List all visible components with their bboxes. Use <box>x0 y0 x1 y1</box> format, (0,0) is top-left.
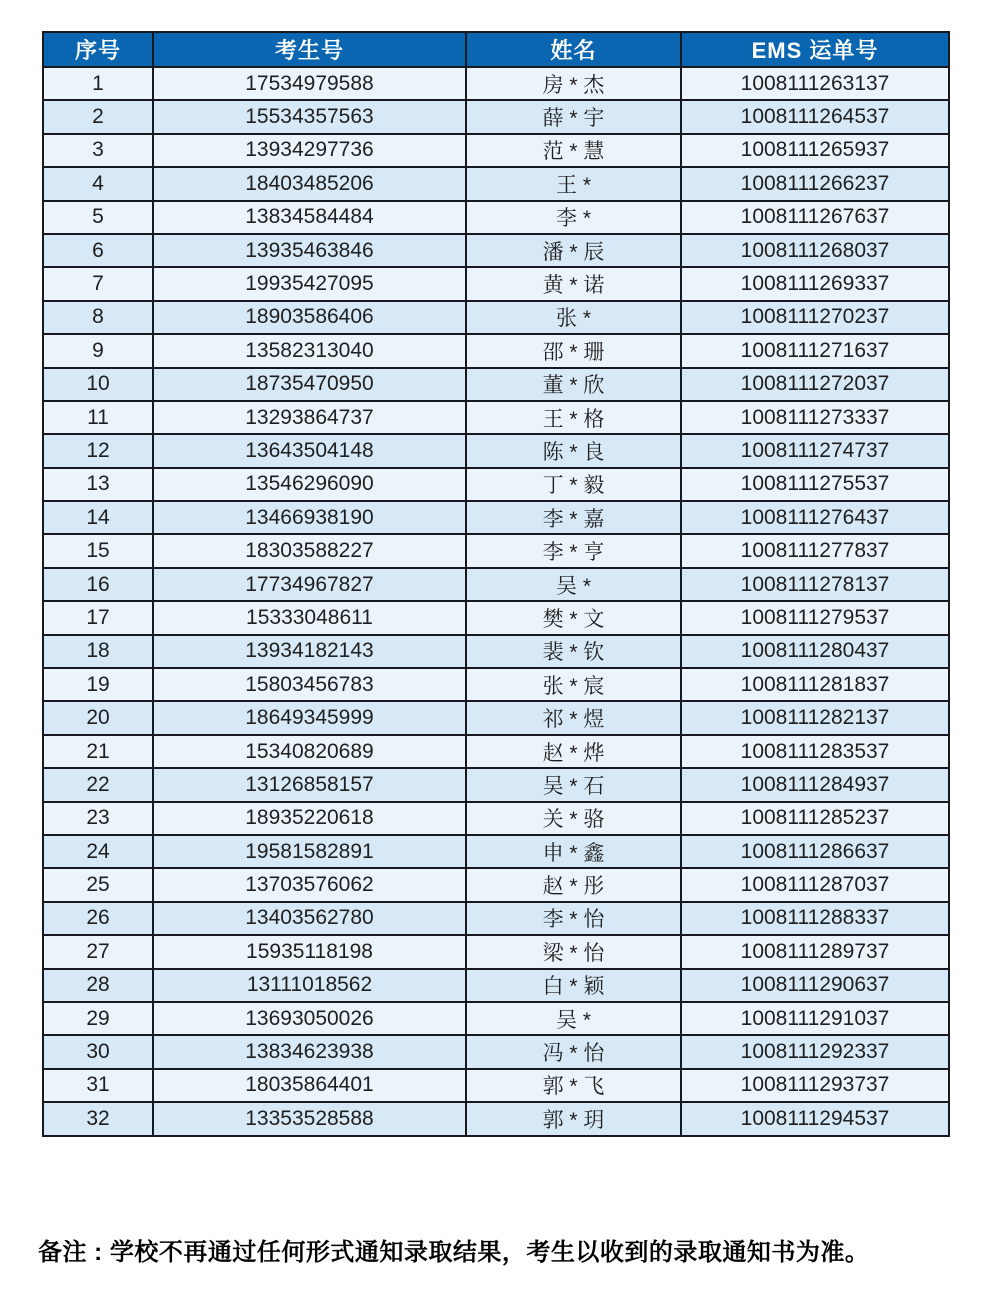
ems-number-cell: 1008111284937 <box>681 768 949 801</box>
serial-cell: 13 <box>43 468 153 501</box>
serial-cell: 31 <box>43 1069 153 1102</box>
table-row <box>43 802 949 835</box>
candidate-number-cell: 13403562780 <box>153 902 466 935</box>
serial-cell: 11 <box>43 401 153 434</box>
serial-cell: 14 <box>43 501 153 534</box>
table-row <box>43 301 949 334</box>
serial-cell: 29 <box>43 1002 153 1035</box>
header-ems-waybill-number: EMS 运单号 <box>681 32 949 67</box>
ems-number-cell: 1008111273337 <box>681 401 949 434</box>
serial-cell: 25 <box>43 868 153 901</box>
candidate-number-cell: 18903586406 <box>153 301 466 334</box>
serial-cell: 22 <box>43 768 153 801</box>
name-cell: 关 * 骆 <box>466 802 681 835</box>
ems-number-cell: 1008111279537 <box>681 601 949 634</box>
ems-tracking-table <box>42 31 950 1137</box>
candidate-number-cell: 13703576062 <box>153 868 466 901</box>
serial-cell: 16 <box>43 568 153 601</box>
serial-cell: 10 <box>43 368 153 401</box>
table-row <box>43 668 949 701</box>
ems-number-cell: 1008111294537 <box>681 1102 949 1135</box>
name-cell: 裴 * 钦 <box>466 635 681 668</box>
serial-cell: 32 <box>43 1102 153 1135</box>
table-row <box>43 468 949 501</box>
ems-number-cell: 1008111271637 <box>681 334 949 367</box>
ems-number-cell: 1008111272037 <box>681 368 949 401</box>
serial-cell: 30 <box>43 1035 153 1068</box>
ems-number-cell: 1008111283537 <box>681 735 949 768</box>
ems-number-cell: 1008111280437 <box>681 635 949 668</box>
table-row <box>43 201 949 234</box>
ems-number-cell: 1008111274737 <box>681 434 949 467</box>
table-row <box>43 902 949 935</box>
serial-cell: 24 <box>43 835 153 868</box>
name-cell: 吴 * <box>466 568 681 601</box>
serial-cell: 12 <box>43 434 153 467</box>
serial-cell: 8 <box>43 301 153 334</box>
name-cell: 薛 * 宇 <box>466 100 681 133</box>
name-cell: 樊 * 文 <box>466 601 681 634</box>
name-cell: 邵 * 珊 <box>466 334 681 367</box>
name-cell: 郭 * 飞 <box>466 1069 681 1102</box>
table-row <box>43 635 949 668</box>
serial-cell: 7 <box>43 267 153 300</box>
candidate-number-cell: 18735470950 <box>153 368 466 401</box>
ems-number-cell: 1008111289737 <box>681 935 949 968</box>
table-row <box>43 368 949 401</box>
name-cell: 董 * 欣 <box>466 368 681 401</box>
candidate-number-cell: 18935220618 <box>153 802 466 835</box>
candidate-number-cell: 13353528588 <box>153 1102 466 1135</box>
serial-cell: 3 <box>43 134 153 167</box>
table-row <box>43 768 949 801</box>
candidate-number-cell: 15534357563 <box>153 100 466 133</box>
ems-number-cell: 1008111286637 <box>681 835 949 868</box>
name-cell: 赵 * 彤 <box>466 868 681 901</box>
candidate-number-cell: 13934297736 <box>153 134 466 167</box>
serial-cell: 2 <box>43 100 153 133</box>
name-cell: 白 * 颖 <box>466 969 681 1002</box>
ems-number-cell: 1008111293737 <box>681 1069 949 1102</box>
ems-number-cell: 1008111281837 <box>681 668 949 701</box>
ems-number-cell: 1008111278137 <box>681 568 949 601</box>
footer-note: 备注 : 学校不再通过任何形式通知录取结果，考生以收到的录取通知书为准。 <box>38 1239 870 1266</box>
serial-cell: 6 <box>43 234 153 267</box>
table-row <box>43 534 949 567</box>
serial-cell: 1 <box>43 67 153 100</box>
table-row <box>43 100 949 133</box>
name-cell: 李 * 怡 <box>466 902 681 935</box>
ems-number-cell: 1008111266237 <box>681 167 949 200</box>
serial-cell: 27 <box>43 935 153 968</box>
serial-cell: 18 <box>43 635 153 668</box>
name-cell: 张 * <box>466 301 681 334</box>
ems-number-cell: 1008111264537 <box>681 100 949 133</box>
candidate-number-cell: 13693050026 <box>153 1002 466 1035</box>
table-row <box>43 568 949 601</box>
name-cell: 王 * <box>466 167 681 200</box>
table-row <box>43 67 949 100</box>
candidate-number-cell: 15333048611 <box>153 601 466 634</box>
candidate-number-cell: 13293864737 <box>153 401 466 434</box>
ems-number-cell: 1008111282137 <box>681 701 949 734</box>
serial-cell: 23 <box>43 802 153 835</box>
table-row <box>43 1035 949 1068</box>
serial-cell: 26 <box>43 902 153 935</box>
name-cell: 李 * <box>466 201 681 234</box>
ems-number-cell: 1008111275537 <box>681 468 949 501</box>
table-row <box>43 935 949 968</box>
serial-cell: 20 <box>43 701 153 734</box>
name-cell: 李 * 嘉 <box>466 501 681 534</box>
candidate-number-cell: 17734967827 <box>153 568 466 601</box>
ems-number-cell: 1008111268037 <box>681 234 949 267</box>
name-cell: 陈 * 良 <box>466 434 681 467</box>
ems-number-cell: 1008111269337 <box>681 267 949 300</box>
name-cell: 潘 * 辰 <box>466 234 681 267</box>
name-cell: 范 * 慧 <box>466 134 681 167</box>
header-serial-number: 序号 <box>43 32 153 67</box>
candidate-number-cell: 18403485206 <box>153 167 466 200</box>
candidate-number-cell: 13834584484 <box>153 201 466 234</box>
serial-cell: 28 <box>43 969 153 1002</box>
name-cell: 吴 * <box>466 1002 681 1035</box>
table-row <box>43 701 949 734</box>
ems-number-cell: 1008111263137 <box>681 67 949 100</box>
candidate-number-cell: 13834623938 <box>153 1035 466 1068</box>
ems-number-cell: 1008111265937 <box>681 134 949 167</box>
table-row <box>43 134 949 167</box>
serial-cell: 21 <box>43 735 153 768</box>
name-cell: 赵 * 烨 <box>466 735 681 768</box>
table-row <box>43 434 949 467</box>
ems-number-cell: 1008111288337 <box>681 902 949 935</box>
serial-cell: 15 <box>43 534 153 567</box>
name-cell: 郭 * 玥 <box>466 1102 681 1135</box>
name-cell: 张 * 宸 <box>466 668 681 701</box>
table-row <box>43 1002 949 1035</box>
name-cell: 吴 * 石 <box>466 768 681 801</box>
ems-number-cell: 1008111290637 <box>681 969 949 1002</box>
candidate-number-cell: 15340820689 <box>153 735 466 768</box>
ems-number-cell: 1008111292337 <box>681 1035 949 1068</box>
candidate-number-cell: 13126858157 <box>153 768 466 801</box>
candidate-number-cell: 17534979588 <box>153 67 466 100</box>
candidate-number-cell: 13934182143 <box>153 635 466 668</box>
table-row <box>43 601 949 634</box>
table-row <box>43 835 949 868</box>
ems-number-cell: 1008111291037 <box>681 1002 949 1035</box>
candidate-number-cell: 13466938190 <box>153 501 466 534</box>
name-cell: 黄 * 诺 <box>466 267 681 300</box>
candidate-number-cell: 19935427095 <box>153 267 466 300</box>
candidate-number-cell: 13582313040 <box>153 334 466 367</box>
candidate-number-cell: 18649345999 <box>153 701 466 734</box>
candidate-number-cell: 19581582891 <box>153 835 466 868</box>
table-row <box>43 969 949 1002</box>
header-name: 姓名 <box>466 32 681 67</box>
table-row <box>43 267 949 300</box>
name-cell: 丁 * 毅 <box>466 468 681 501</box>
ems-number-cell: 1008111270237 <box>681 301 949 334</box>
candidate-number-cell: 18303588227 <box>153 534 466 567</box>
candidate-number-cell: 15935118198 <box>153 935 466 968</box>
table-row <box>43 735 949 768</box>
serial-cell: 9 <box>43 334 153 367</box>
table-row <box>43 501 949 534</box>
candidate-number-cell: 13643504148 <box>153 434 466 467</box>
table-row <box>43 868 949 901</box>
table-row <box>43 167 949 200</box>
name-cell: 房 * 杰 <box>466 67 681 100</box>
serial-cell: 5 <box>43 201 153 234</box>
name-cell: 王 * 格 <box>466 401 681 434</box>
table-body <box>43 67 949 1136</box>
table-row <box>43 334 949 367</box>
serial-cell: 19 <box>43 668 153 701</box>
candidate-number-cell: 13111018562 <box>153 969 466 1002</box>
name-cell: 梁 * 怡 <box>466 935 681 968</box>
table-row <box>43 401 949 434</box>
candidate-number-cell: 13546296090 <box>153 468 466 501</box>
candidate-number-cell: 18035864401 <box>153 1069 466 1102</box>
candidate-number-cell: 15803456783 <box>153 668 466 701</box>
table-row <box>43 1069 949 1102</box>
name-cell: 李 * 亨 <box>466 534 681 567</box>
candidate-number-cell: 13935463846 <box>153 234 466 267</box>
serial-cell: 17 <box>43 601 153 634</box>
ems-number-cell: 1008111276437 <box>681 501 949 534</box>
table-row <box>43 1102 949 1135</box>
name-cell: 祁 * 煜 <box>466 701 681 734</box>
ems-number-cell: 1008111287037 <box>681 868 949 901</box>
table-row <box>43 234 949 267</box>
name-cell: 冯 * 怡 <box>466 1035 681 1068</box>
ems-number-cell: 1008111285237 <box>681 802 949 835</box>
name-cell: 申 * 鑫 <box>466 835 681 868</box>
ems-number-cell: 1008111277837 <box>681 534 949 567</box>
header-candidate-number: 考生号 <box>153 32 466 67</box>
ems-number-cell: 1008111267637 <box>681 201 949 234</box>
table-header-row <box>43 32 949 67</box>
serial-cell: 4 <box>43 167 153 200</box>
